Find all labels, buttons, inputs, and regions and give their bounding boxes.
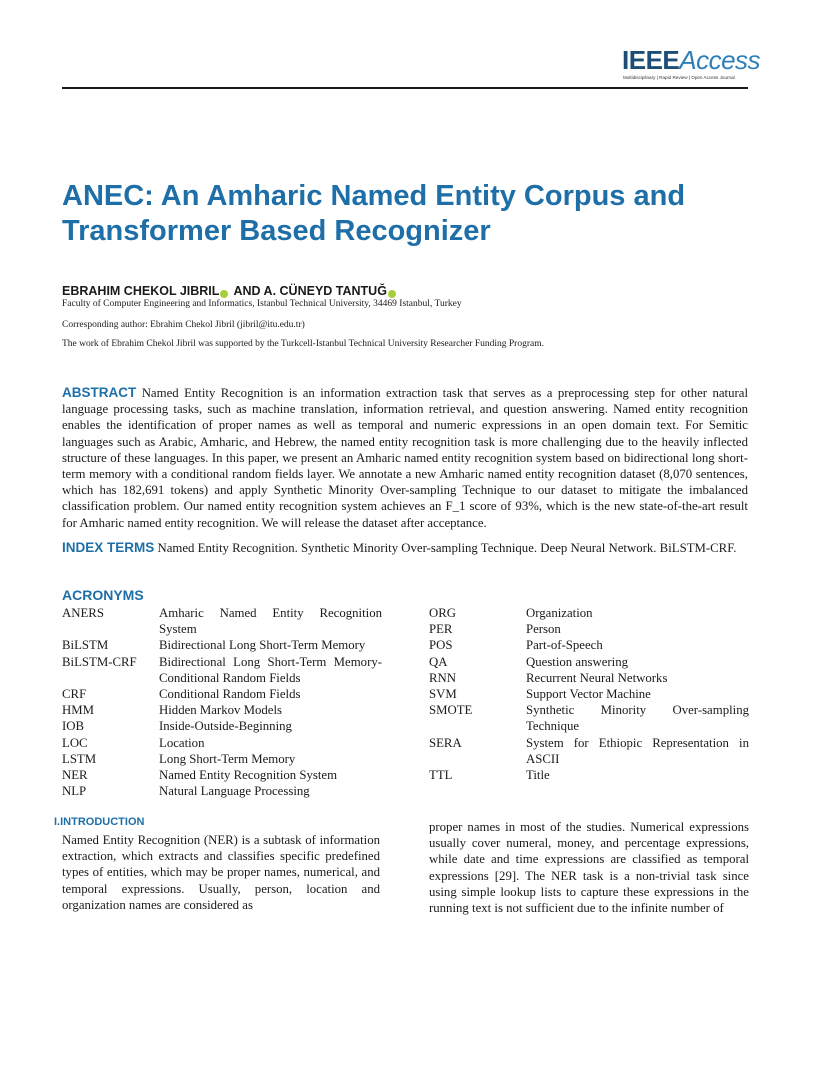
acronym-abbr: BiLSTM-CRF bbox=[62, 654, 137, 669]
acronym-abbr: HMM bbox=[62, 703, 94, 718]
acronym-definition: Natural Language Processing bbox=[159, 784, 310, 799]
acronym-row bbox=[429, 702, 749, 734]
acronyms-heading: ACRONYMS bbox=[62, 587, 144, 603]
acronym-definition: Bidirectional Long Short-Term Memory bbox=[159, 638, 366, 653]
acronym-abbr: ORG bbox=[429, 606, 457, 620]
acronym-row bbox=[62, 783, 382, 799]
acronym-row bbox=[429, 605, 749, 621]
logo-tagline: Multidisciplinary | Rapid Review | Open Access Journal bbox=[623, 75, 735, 80]
acronym-definition: Amharic Named Entity Recognition System bbox=[159, 606, 382, 637]
acronym-abbr: SMOTE bbox=[429, 703, 473, 718]
author-and: AND bbox=[233, 284, 261, 298]
acronym-row bbox=[429, 654, 749, 670]
acronym-abbr: CRF bbox=[62, 687, 87, 702]
acronym-abbr: LSTM bbox=[62, 751, 97, 766]
header-rule bbox=[62, 87, 748, 89]
index-terms-text: Named Entity Recognition. Synthetic Minority Over-sampling Technique. Deep Neural Network. BiLSTM-CRF. bbox=[157, 541, 737, 555]
acronym-definition: Organization bbox=[526, 606, 593, 620]
acronym-abbr: SVM bbox=[429, 687, 457, 702]
acronym-abbr: NER bbox=[62, 768, 88, 783]
logo-access-text: Access bbox=[679, 45, 761, 75]
acronym-definition: System for Ethiopic Representation in ASCII bbox=[526, 735, 749, 766]
acronym-definition: Part-of-Speech bbox=[526, 638, 603, 653]
abstract-text: Named Entity Recognition is an information extraction task that serves as a preprocessing step for other natural language processing tasks, such as machine translation, information retrieval, and question answering. Named entity recognition enables the identification of proper names as well as temporal and numeric expressions in an open domain text. For Semitic languages such as Arabic, Amharic, and Hebrew, the named entity recognition task is more challenging due to the heavily inflected structure of these languages. In this paper, we present an Amharic named entity recognition system based on bidirectional long short-term memory with a conditional random fields layer. We annotate a new Amharic named entity recognition dataset (8,070 sentences, which has 182,691 tokens) and apply Synthetic Minority Over-sampling Technique to our dataset to mitigate the imbalanced classification problem. Our named entity recognition system achieves an F_1 score of 93%, which is the new state-of-the-art result for Amharic named entity recognition. We will release the dataset after acceptance. bbox=[62, 386, 749, 530]
acronym-definition: Hidden Markov Models bbox=[159, 703, 282, 718]
acronym-row bbox=[429, 637, 749, 653]
acronym-definition: Question answering bbox=[526, 654, 629, 669]
acronyms-left-column bbox=[62, 605, 382, 799]
acronym-abbr: NLP bbox=[62, 784, 87, 799]
acronym-definition: Conditional Random Fields bbox=[159, 687, 301, 702]
affiliation: Faculty of Computer Engineering and Informatics, Istanbul Technical University, 34469 Istanbul, Turkey bbox=[62, 299, 462, 309]
acronym-definition: Person bbox=[526, 622, 561, 637]
acronym-abbr: RNN bbox=[429, 670, 457, 685]
acronym-abbr: IOB bbox=[62, 719, 85, 734]
acronym-row bbox=[62, 718, 382, 734]
acronym-row bbox=[62, 605, 382, 637]
corresponding-author: Corresponding author: Ebrahim Chekol Jibril (jibril@itu.edu.tr) bbox=[62, 320, 305, 330]
author-line bbox=[62, 284, 398, 298]
author-2: A. CÜNEYD TANTUĞ bbox=[263, 284, 387, 298]
logo-ieee-text: IEEE bbox=[622, 45, 680, 75]
acronym-abbr: QA bbox=[429, 654, 448, 669]
index-terms-label: INDEX TERMS bbox=[62, 540, 155, 555]
acronym-row bbox=[62, 751, 382, 767]
acronym-row bbox=[62, 702, 382, 718]
acronym-row bbox=[429, 767, 749, 783]
funding-note: The work of Ebrahim Chekol Jibril was supported by the Turkcell-Istanbul Technical University Researcher Funding Program. bbox=[62, 339, 544, 349]
section-heading-introduction: I.INTRODUCTION bbox=[54, 816, 145, 828]
acronym-abbr: PER bbox=[429, 622, 453, 637]
acronym-definition: Synthetic Minority Over-sampling Technique bbox=[526, 703, 749, 734]
index-terms bbox=[62, 540, 748, 556]
acronym-row bbox=[429, 686, 749, 702]
orcid-icon[interactable] bbox=[388, 290, 396, 298]
acronym-definition: Long Short-Term Memory bbox=[159, 751, 296, 766]
acronym-row bbox=[429, 735, 749, 767]
acronym-row bbox=[62, 637, 382, 653]
acronym-abbr: BiLSTM bbox=[62, 638, 109, 653]
author-1: EBRAHIM CHEKOL JIBRIL bbox=[62, 284, 220, 298]
introduction-right-column: proper names in most of the studies. Numerical expressions usually cover numeral, money, and percentage expressions, while date and time expressions are classified as temporal expressions [29]. The NER task is a non-trivial task since using simple lookup lists to capture these expressions in the running text is not sufficient due to the infinite number of bbox=[429, 820, 749, 916]
orcid-icon[interactable] bbox=[220, 290, 228, 298]
acronym-row bbox=[62, 686, 382, 702]
acronym-abbr: LOC bbox=[62, 735, 88, 750]
acronyms-right-column bbox=[429, 605, 749, 783]
acronym-definition: Support Vector Machine bbox=[526, 687, 651, 702]
acronym-row bbox=[62, 767, 382, 783]
paper-title: ANEC: An Amharic Named Entity Corpus and Transformer Based Recognizer bbox=[62, 180, 686, 247]
acronym-definition: Bidirectional Long Short-Term Memory-Conditional Random Fields bbox=[159, 654, 382, 685]
acronym-definition: Inside-Outside-Beginning bbox=[159, 719, 292, 734]
acronym-definition: Named Entity Recognition System bbox=[159, 768, 338, 783]
acronym-abbr: SERA bbox=[429, 735, 462, 750]
ieee-access-logo bbox=[622, 45, 761, 82]
acronym-row bbox=[429, 670, 749, 686]
acronym-row bbox=[62, 735, 382, 751]
acronym-row bbox=[429, 621, 749, 637]
acronym-abbr: ANERS bbox=[62, 606, 104, 620]
acronym-definition: Title bbox=[526, 768, 550, 783]
acronym-definition: Recurrent Neural Networks bbox=[526, 670, 668, 685]
acronym-abbr: TTL bbox=[429, 768, 453, 783]
acronym-abbr: POS bbox=[429, 638, 453, 653]
introduction-left-column: Named Entity Recognition (NER) is a subtask of information extraction, which extracts and classifies specific predefined types of entities, which may be proper names, numerical, and temporal expressions. Usually, person, location and organization names are considered as bbox=[62, 833, 380, 912]
acronym-definition: Location bbox=[159, 735, 205, 750]
logo-wordmark bbox=[622, 46, 760, 74]
abstract-label: ABSTRACT bbox=[62, 385, 137, 400]
abstract bbox=[62, 385, 748, 531]
acronym-row bbox=[62, 654, 382, 686]
